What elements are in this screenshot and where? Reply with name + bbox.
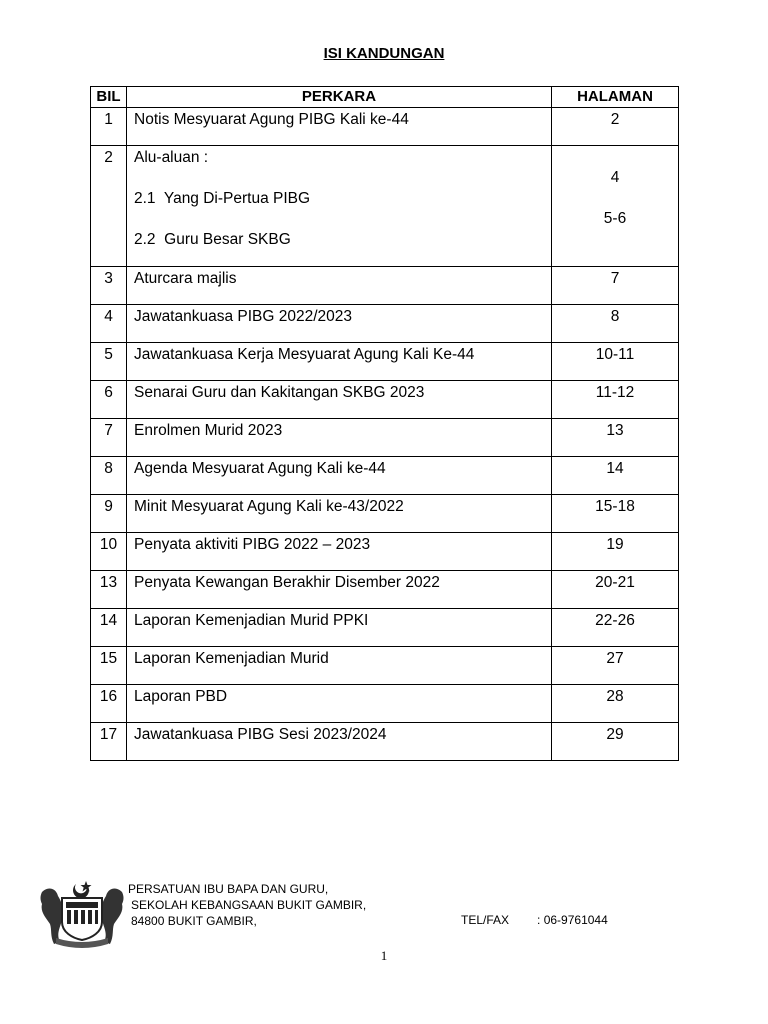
sub-item-label: 2.2 Guru Besar SKBG	[134, 231, 291, 248]
header-halaman: HALAMAN	[552, 87, 679, 108]
table-row	[91, 343, 679, 381]
row-halaman: 7	[610, 270, 620, 287]
address-line: PERSATUAN IBU BAPA DAN GURU,	[128, 882, 329, 896]
sub-item-halaman: 4	[610, 169, 620, 186]
row-bil: 6	[104, 384, 113, 401]
row-halaman: 20-21	[595, 574, 635, 591]
row-halaman: 13	[606, 422, 624, 439]
row-bil: 10	[99, 536, 118, 553]
table-row	[91, 495, 679, 533]
row-halaman: 14	[606, 460, 624, 477]
row-bil: 14	[99, 612, 118, 629]
table-row	[91, 685, 679, 723]
row-bil: 16	[99, 688, 118, 705]
row-halaman: 11-12	[595, 384, 635, 401]
tel-value: : 06-9761044	[537, 913, 608, 927]
footer-address	[128, 881, 366, 929]
table-row	[91, 108, 679, 146]
sub-item-label: 2.1 Yang Di-Pertua PIBG	[134, 190, 311, 207]
row-bil: 7	[104, 422, 113, 439]
table-row	[91, 647, 679, 685]
row-bil: 17	[99, 726, 118, 743]
row-perkara: Aturcara majlis	[134, 270, 237, 287]
row-perkara: Laporan Kemenjadian Murid	[134, 650, 329, 667]
row-perkara: Penyata Kewangan Berakhir Disember 2022	[134, 574, 440, 591]
row-halaman: 22-26	[595, 612, 635, 629]
row-perkara: Laporan PBD	[134, 688, 228, 705]
table-row	[91, 533, 679, 571]
page-number: 1	[380, 948, 388, 963]
row-perkara: Laporan Kemenjadian Murid PPKI	[134, 612, 369, 629]
table-row	[91, 267, 679, 305]
row-perkara: Jawatankuasa PIBG Sesi 2023/2024	[134, 726, 387, 743]
row-perkara: Alu-aluan :	[134, 149, 209, 166]
table-row	[91, 723, 679, 761]
table-row	[91, 457, 679, 495]
row-halaman: 15-18	[595, 498, 635, 515]
row-bil: 5	[104, 346, 113, 363]
table-row	[91, 305, 679, 343]
address-line: 84800 BUKIT GAMBIR,	[131, 914, 257, 928]
row-bil: 2	[104, 149, 113, 166]
header-perkara: PERKARA	[127, 87, 552, 108]
row-bil: 3	[104, 270, 113, 287]
row-halaman: 28	[606, 688, 624, 705]
row-bil: 13	[99, 574, 118, 591]
row-halaman: 8	[610, 308, 620, 325]
table-row	[91, 609, 679, 647]
header-bil: BIL	[91, 87, 127, 108]
row-perkara: Minit Mesyuarat Agung Kali ke-43/2022	[134, 498, 404, 515]
address-line: SEKOLAH KEBANGSAAN BUKIT GAMBIR,	[131, 898, 367, 912]
table-header-row	[91, 87, 679, 108]
row-perkara: Penyata aktiviti PIBG 2022 – 2023	[134, 536, 371, 553]
row-bil: 9	[104, 498, 113, 515]
document-title: ISI KANDUNGAN	[323, 45, 445, 62]
malaysia-coat-of-arms-icon	[36, 878, 128, 948]
row-perkara: Notis Mesyuarat Agung PIBG Kali ke-44	[134, 111, 409, 128]
row-halaman: 2	[610, 111, 620, 128]
table-row	[91, 571, 679, 609]
row-halaman: 27	[606, 650, 624, 667]
row-perkara: Enrolmen Murid 2023	[134, 422, 283, 439]
row-bil: 15	[99, 650, 118, 667]
table-row	[91, 381, 679, 419]
table-row	[91, 419, 679, 457]
row-perkara: Jawatankuasa Kerja Mesyuarat Agung Kali Ke-44	[134, 346, 475, 363]
row-bil: 8	[104, 460, 113, 477]
table-row	[91, 146, 679, 267]
row-perkara: Senarai Guru dan Kakitangan SKBG 2023	[134, 384, 425, 401]
row-perkara: Jawatankuasa PIBG 2022/2023	[134, 308, 353, 325]
footer-telephone	[461, 913, 608, 927]
row-bil: 4	[104, 308, 113, 325]
contents-table	[90, 86, 679, 761]
row-halaman: 10-11	[595, 346, 635, 363]
row-halaman: 29	[606, 726, 624, 743]
sub-item-halaman: 5-6	[603, 210, 627, 227]
row-bil: 1	[104, 111, 113, 128]
row-perkara: Agenda Mesyuarat Agung Kali ke-44	[134, 460, 386, 477]
tel-label: TEL/FAX	[461, 913, 510, 927]
row-halaman: 19	[606, 536, 624, 553]
